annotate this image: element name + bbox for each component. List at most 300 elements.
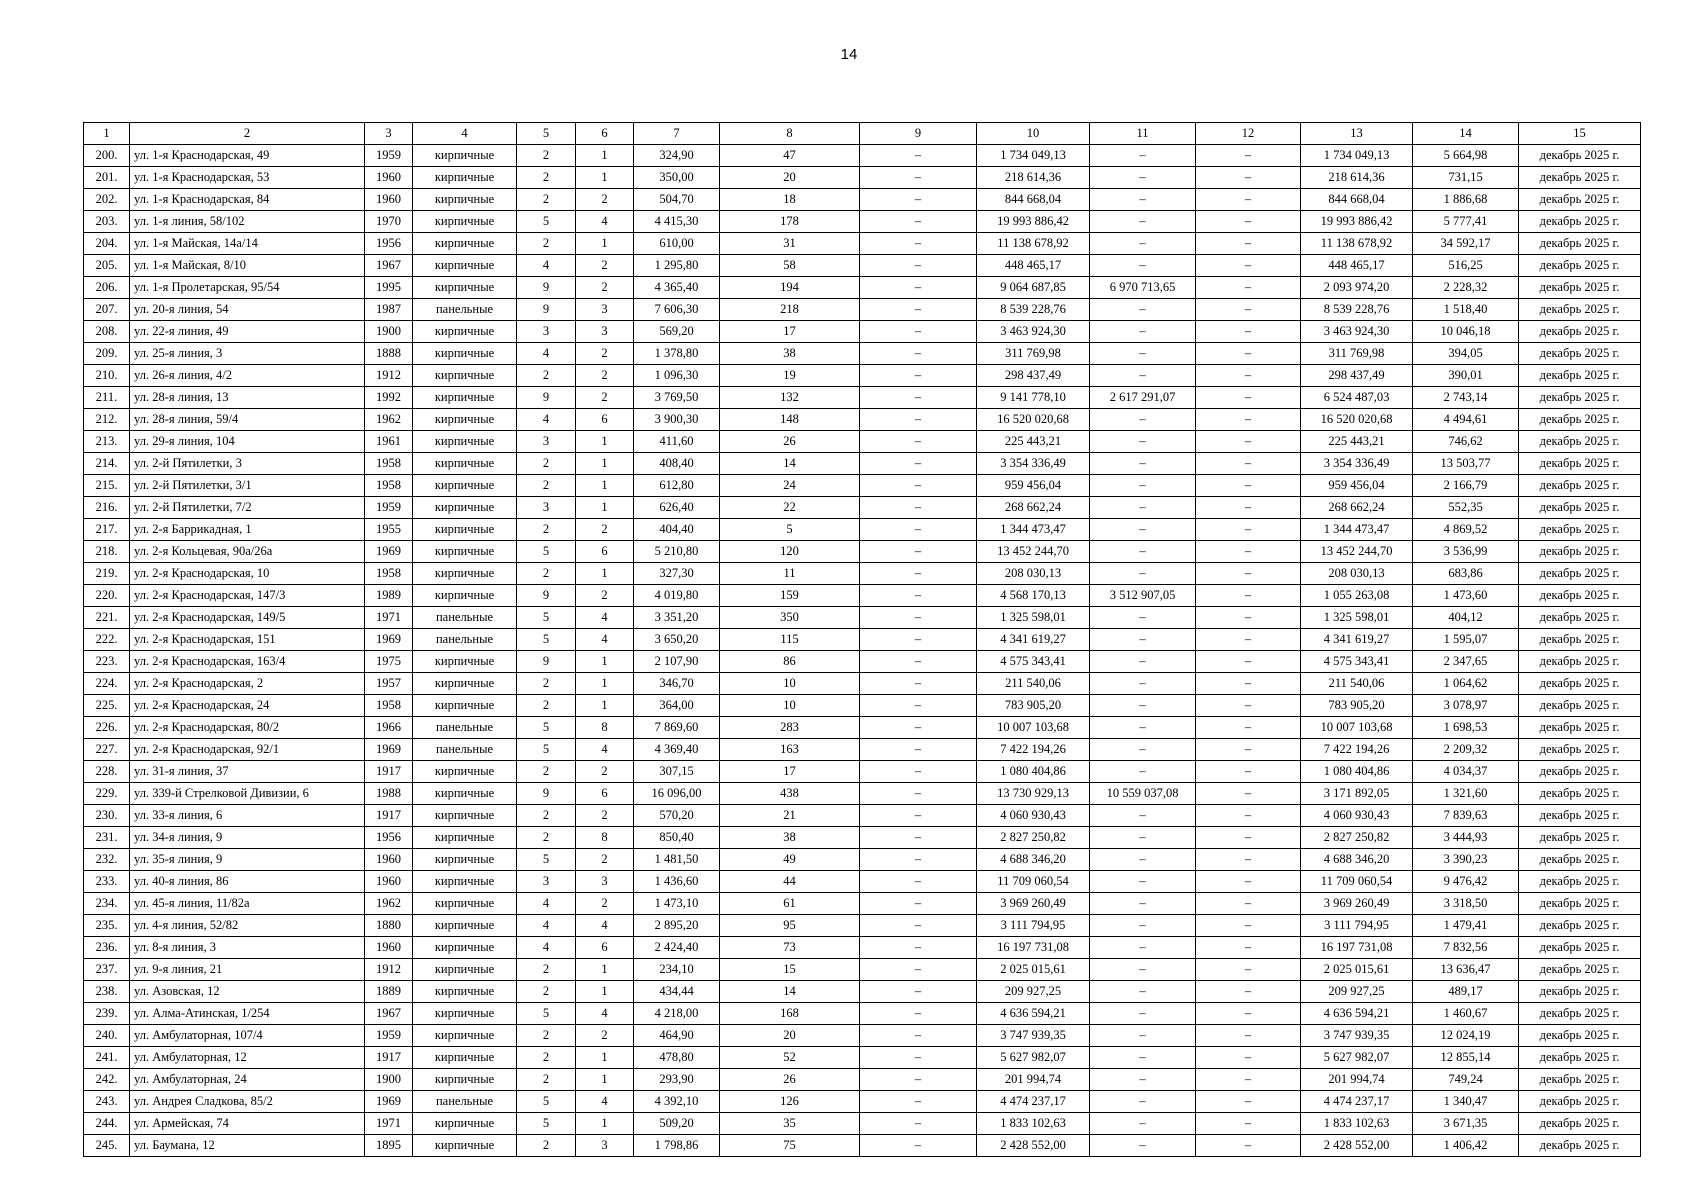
cell-year-built: 1971 bbox=[365, 607, 413, 629]
cell-wall-material: кирпичные bbox=[413, 827, 517, 849]
cell-entrances: 1 bbox=[576, 145, 634, 167]
cell-wall-material: кирпичные bbox=[413, 497, 517, 519]
cell-deadline: декабрь 2025 г. bbox=[1519, 497, 1641, 519]
cell-row-number: 201. bbox=[84, 167, 130, 189]
cell-col-13-value: 11 138 678,92 bbox=[1301, 233, 1413, 255]
cell-col-12-value: – bbox=[1196, 761, 1301, 783]
cell-col-12-value: – bbox=[1196, 563, 1301, 585]
cell-deadline: декабрь 2025 г. bbox=[1519, 783, 1641, 805]
cell-floors: 4 bbox=[517, 255, 576, 277]
cell-row-number: 203. bbox=[84, 211, 130, 233]
cell-row-number: 230. bbox=[84, 805, 130, 827]
cell-floors: 2 bbox=[517, 1135, 576, 1157]
cell-floors: 9 bbox=[517, 277, 576, 299]
table-row bbox=[84, 1025, 1641, 1047]
cell-entrances: 2 bbox=[576, 343, 634, 365]
cell-deadline: декабрь 2025 г. bbox=[1519, 585, 1641, 607]
cell-col-14-value: 1 406,42 bbox=[1413, 1135, 1519, 1157]
cell-floors: 5 bbox=[517, 1091, 576, 1113]
cell-col-9-value: – bbox=[860, 761, 977, 783]
cell-entrances: 1 bbox=[576, 651, 634, 673]
cell-col-11-value: – bbox=[1090, 475, 1196, 497]
cell-deadline: декабрь 2025 г. bbox=[1519, 695, 1641, 717]
cell-area: 307,15 bbox=[634, 761, 720, 783]
cell-area: 610,00 bbox=[634, 233, 720, 255]
cell-col-10-value: 3 969 260,49 bbox=[977, 893, 1090, 915]
cell-floors: 5 bbox=[517, 629, 576, 651]
table-row bbox=[84, 189, 1641, 211]
cell-col-9-value: – bbox=[860, 255, 977, 277]
cell-deadline: декабрь 2025 г. bbox=[1519, 145, 1641, 167]
cell-col-13-value: 13 452 244,70 bbox=[1301, 541, 1413, 563]
cell-area: 850,40 bbox=[634, 827, 720, 849]
cell-wall-material: кирпичные bbox=[413, 519, 517, 541]
cell-col-14-value: 1 886,68 bbox=[1413, 189, 1519, 211]
cell-address: ул. 2-й Пятилетки, 3 bbox=[130, 453, 365, 475]
cell-row-number: 200. bbox=[84, 145, 130, 167]
cell-col-13-value: 209 927,25 bbox=[1301, 981, 1413, 1003]
cell-year-built: 1958 bbox=[365, 695, 413, 717]
cell-entrances: 1 bbox=[576, 959, 634, 981]
cell-col-11-value: – bbox=[1090, 1135, 1196, 1157]
cell-col-10-value: 448 465,17 bbox=[977, 255, 1090, 277]
cell-col-12-value: – bbox=[1196, 915, 1301, 937]
cell-entrances: 2 bbox=[576, 761, 634, 783]
table-row bbox=[84, 827, 1641, 849]
cell-residents: 49 bbox=[720, 849, 860, 871]
cell-residents: 24 bbox=[720, 475, 860, 497]
cell-col-11-value: – bbox=[1090, 497, 1196, 519]
cell-year-built: 1889 bbox=[365, 981, 413, 1003]
cell-year-built: 1988 bbox=[365, 783, 413, 805]
cell-address: ул. 22-я линия, 49 bbox=[130, 321, 365, 343]
cell-address: ул. 1-я Краснодарская, 84 bbox=[130, 189, 365, 211]
cell-col-12-value: – bbox=[1196, 167, 1301, 189]
cell-col-13-value: 16 520 020,68 bbox=[1301, 409, 1413, 431]
cell-entrances: 6 bbox=[576, 541, 634, 563]
cell-wall-material: кирпичные bbox=[413, 959, 517, 981]
cell-col-9-value: – bbox=[860, 365, 977, 387]
table-row bbox=[84, 475, 1641, 497]
cell-entrances: 4 bbox=[576, 1091, 634, 1113]
cell-area: 7 606,30 bbox=[634, 299, 720, 321]
cell-year-built: 1960 bbox=[365, 871, 413, 893]
cell-col-13-value: 19 993 886,42 bbox=[1301, 211, 1413, 233]
cell-col-10-value: 8 539 228,76 bbox=[977, 299, 1090, 321]
cell-entrances: 8 bbox=[576, 717, 634, 739]
cell-address: ул. Амбулаторная, 24 bbox=[130, 1069, 365, 1091]
table-row bbox=[84, 607, 1641, 629]
cell-row-number: 210. bbox=[84, 365, 130, 387]
cell-col-13-value: 225 443,21 bbox=[1301, 431, 1413, 453]
cell-col-14-value: 3 671,35 bbox=[1413, 1113, 1519, 1135]
cell-row-number: 241. bbox=[84, 1047, 130, 1069]
cell-address: ул. 4-я линия, 52/82 bbox=[130, 915, 365, 937]
cell-deadline: декабрь 2025 г. bbox=[1519, 453, 1641, 475]
cell-residents: 115 bbox=[720, 629, 860, 651]
cell-entrances: 3 bbox=[576, 299, 634, 321]
cell-col-9-value: – bbox=[860, 497, 977, 519]
cell-col-14-value: 3 318,50 bbox=[1413, 893, 1519, 915]
cell-col-13-value: 7 422 194,26 bbox=[1301, 739, 1413, 761]
cell-col-11-value: – bbox=[1090, 805, 1196, 827]
cell-area: 1 096,30 bbox=[634, 365, 720, 387]
cell-col-13-value: 3 354 336,49 bbox=[1301, 453, 1413, 475]
cell-floors: 4 bbox=[517, 893, 576, 915]
cell-col-13-value: 4 341 619,27 bbox=[1301, 629, 1413, 651]
cell-col-14-value: 5 664,98 bbox=[1413, 145, 1519, 167]
cell-residents: 17 bbox=[720, 321, 860, 343]
cell-row-number: 204. bbox=[84, 233, 130, 255]
cell-year-built: 1958 bbox=[365, 563, 413, 585]
cell-deadline: декабрь 2025 г. bbox=[1519, 233, 1641, 255]
cell-area: 327,30 bbox=[634, 563, 720, 585]
cell-address: ул. 1-я Краснодарская, 49 bbox=[130, 145, 365, 167]
cell-residents: 26 bbox=[720, 431, 860, 453]
cell-wall-material: кирпичные bbox=[413, 783, 517, 805]
cell-deadline: декабрь 2025 г. bbox=[1519, 409, 1641, 431]
cell-col-9-value: – bbox=[860, 959, 977, 981]
cell-col-13-value: 1 833 102,63 bbox=[1301, 1113, 1413, 1135]
cell-col-11-value: 2 617 291,07 bbox=[1090, 387, 1196, 409]
cell-deadline: декабрь 2025 г. bbox=[1519, 387, 1641, 409]
cell-col-14-value: 4 869,52 bbox=[1413, 519, 1519, 541]
cell-col-14-value: 404,12 bbox=[1413, 607, 1519, 629]
cell-deadline: декабрь 2025 г. bbox=[1519, 607, 1641, 629]
cell-wall-material: кирпичные bbox=[413, 1047, 517, 1069]
cell-entrances: 2 bbox=[576, 277, 634, 299]
cell-col-13-value: 268 662,24 bbox=[1301, 497, 1413, 519]
cell-col-14-value: 394,05 bbox=[1413, 343, 1519, 365]
cell-col-9-value: – bbox=[860, 717, 977, 739]
cell-col-11-value: – bbox=[1090, 629, 1196, 651]
cell-col-14-value: 516,25 bbox=[1413, 255, 1519, 277]
cell-address: ул. 20-я линия, 54 bbox=[130, 299, 365, 321]
cell-area: 1 295,80 bbox=[634, 255, 720, 277]
cell-area: 2 107,90 bbox=[634, 651, 720, 673]
cell-col-10-value: 4 636 594,21 bbox=[977, 1003, 1090, 1025]
cell-floors: 5 bbox=[517, 1003, 576, 1025]
table-header-row-group bbox=[84, 123, 1641, 145]
cell-col-12-value: – bbox=[1196, 431, 1301, 453]
cell-address: ул. 2-я Кольцевая, 90а/26а bbox=[130, 541, 365, 563]
cell-entrances: 2 bbox=[576, 893, 634, 915]
cell-col-12-value: – bbox=[1196, 783, 1301, 805]
cell-col-14-value: 683,86 bbox=[1413, 563, 1519, 585]
cell-residents: 11 bbox=[720, 563, 860, 585]
cell-year-built: 1970 bbox=[365, 211, 413, 233]
cell-col-13-value: 5 627 982,07 bbox=[1301, 1047, 1413, 1069]
cell-address: ул. 2-й Пятилетки, 3/1 bbox=[130, 475, 365, 497]
cell-col-14-value: 13 503,77 bbox=[1413, 453, 1519, 475]
cell-floors: 2 bbox=[517, 1025, 576, 1047]
cell-year-built: 1969 bbox=[365, 739, 413, 761]
cell-floors: 3 bbox=[517, 431, 576, 453]
cell-address: ул. 34-я линия, 9 bbox=[130, 827, 365, 849]
cell-col-12-value: – bbox=[1196, 255, 1301, 277]
cell-col-11-value: – bbox=[1090, 871, 1196, 893]
cell-address: ул. 33-я линия, 6 bbox=[130, 805, 365, 827]
cell-wall-material: кирпичные bbox=[413, 211, 517, 233]
cell-row-number: 217. bbox=[84, 519, 130, 541]
cell-col-13-value: 1 080 404,86 bbox=[1301, 761, 1413, 783]
cell-col-13-value: 16 197 731,08 bbox=[1301, 937, 1413, 959]
cell-col-11-value: – bbox=[1090, 717, 1196, 739]
cell-col-10-value: 9 064 687,85 bbox=[977, 277, 1090, 299]
cell-col-14-value: 1 698,53 bbox=[1413, 717, 1519, 739]
cell-col-13-value: 2 827 250,82 bbox=[1301, 827, 1413, 849]
cell-col-13-value: 298 437,49 bbox=[1301, 365, 1413, 387]
cell-wall-material: кирпичные bbox=[413, 871, 517, 893]
cell-area: 1 481,50 bbox=[634, 849, 720, 871]
cell-entrances: 4 bbox=[576, 607, 634, 629]
cell-col-12-value: – bbox=[1196, 343, 1301, 365]
cell-deadline: декабрь 2025 г. bbox=[1519, 717, 1641, 739]
cell-col-10-value: 2 827 250,82 bbox=[977, 827, 1090, 849]
cell-col-13-value: 2 428 552,00 bbox=[1301, 1135, 1413, 1157]
table-row bbox=[84, 387, 1641, 409]
cell-col-11-value: – bbox=[1090, 321, 1196, 343]
cell-floors: 9 bbox=[517, 387, 576, 409]
cell-wall-material: кирпичные bbox=[413, 387, 517, 409]
cell-residents: 168 bbox=[720, 1003, 860, 1025]
cell-col-9-value: – bbox=[860, 585, 977, 607]
table-row bbox=[84, 717, 1641, 739]
cell-floors: 9 bbox=[517, 585, 576, 607]
cell-row-number: 223. bbox=[84, 651, 130, 673]
cell-entrances: 1 bbox=[576, 1069, 634, 1091]
cell-area: 350,00 bbox=[634, 167, 720, 189]
cell-col-10-value: 218 614,36 bbox=[977, 167, 1090, 189]
cell-col-10-value: 10 007 103,68 bbox=[977, 717, 1090, 739]
cell-area: 2 895,20 bbox=[634, 915, 720, 937]
cell-deadline: декабрь 2025 г. bbox=[1519, 321, 1641, 343]
cell-residents: 17 bbox=[720, 761, 860, 783]
cell-col-14-value: 2 347,65 bbox=[1413, 651, 1519, 673]
cell-deadline: декабрь 2025 г. bbox=[1519, 739, 1641, 761]
cell-entrances: 2 bbox=[576, 519, 634, 541]
cell-col-12-value: – bbox=[1196, 959, 1301, 981]
cell-area: 509,20 bbox=[634, 1113, 720, 1135]
cell-area: 408,40 bbox=[634, 453, 720, 475]
cell-wall-material: кирпичные bbox=[413, 585, 517, 607]
cell-area: 1 798,86 bbox=[634, 1135, 720, 1157]
column-header: 13 bbox=[1301, 123, 1413, 145]
cell-deadline: декабрь 2025 г. bbox=[1519, 673, 1641, 695]
cell-residents: 283 bbox=[720, 717, 860, 739]
cell-area: 464,90 bbox=[634, 1025, 720, 1047]
cell-wall-material: кирпичные bbox=[413, 453, 517, 475]
cell-col-12-value: – bbox=[1196, 629, 1301, 651]
cell-entrances: 1 bbox=[576, 563, 634, 585]
cell-area: 478,80 bbox=[634, 1047, 720, 1069]
cell-deadline: декабрь 2025 г. bbox=[1519, 981, 1641, 1003]
cell-year-built: 1956 bbox=[365, 233, 413, 255]
cell-col-13-value: 208 030,13 bbox=[1301, 563, 1413, 585]
cell-row-number: 220. bbox=[84, 585, 130, 607]
cell-wall-material: кирпичные bbox=[413, 1135, 517, 1157]
cell-address: ул. Амбулаторная, 12 bbox=[130, 1047, 365, 1069]
cell-floors: 2 bbox=[517, 365, 576, 387]
cell-col-14-value: 12 024,19 bbox=[1413, 1025, 1519, 1047]
cell-entrances: 1 bbox=[576, 981, 634, 1003]
cell-col-13-value: 448 465,17 bbox=[1301, 255, 1413, 277]
cell-area: 293,90 bbox=[634, 1069, 720, 1091]
cell-deadline: декабрь 2025 г. bbox=[1519, 541, 1641, 563]
cell-col-12-value: – bbox=[1196, 519, 1301, 541]
cell-col-11-value: – bbox=[1090, 519, 1196, 541]
cell-col-12-value: – bbox=[1196, 739, 1301, 761]
cell-col-12-value: – bbox=[1196, 233, 1301, 255]
cell-col-11-value: – bbox=[1090, 409, 1196, 431]
table-row bbox=[84, 145, 1641, 167]
cell-col-10-value: 3 747 939,35 bbox=[977, 1025, 1090, 1047]
cell-entrances: 6 bbox=[576, 783, 634, 805]
table-row bbox=[84, 431, 1641, 453]
cell-col-9-value: – bbox=[860, 475, 977, 497]
cell-deadline: декабрь 2025 г. bbox=[1519, 937, 1641, 959]
cell-residents: 15 bbox=[720, 959, 860, 981]
cell-col-14-value: 489,17 bbox=[1413, 981, 1519, 1003]
cell-wall-material: панельные bbox=[413, 607, 517, 629]
cell-col-10-value: 209 927,25 bbox=[977, 981, 1090, 1003]
cell-deadline: декабрь 2025 г. bbox=[1519, 1135, 1641, 1157]
cell-deadline: декабрь 2025 г. bbox=[1519, 651, 1641, 673]
cell-col-9-value: – bbox=[860, 343, 977, 365]
cell-col-10-value: 13 730 929,13 bbox=[977, 783, 1090, 805]
cell-deadline: декабрь 2025 г. bbox=[1519, 255, 1641, 277]
cell-floors: 5 bbox=[517, 541, 576, 563]
cell-entrances: 2 bbox=[576, 189, 634, 211]
cell-floors: 2 bbox=[517, 761, 576, 783]
cell-deadline: декабрь 2025 г. bbox=[1519, 343, 1641, 365]
cell-col-9-value: – bbox=[860, 695, 977, 717]
cell-area: 4 369,40 bbox=[634, 739, 720, 761]
table-row bbox=[84, 871, 1641, 893]
cell-col-14-value: 749,24 bbox=[1413, 1069, 1519, 1091]
table-row bbox=[84, 365, 1641, 387]
cell-col-10-value: 1 833 102,63 bbox=[977, 1113, 1090, 1135]
cell-area: 434,44 bbox=[634, 981, 720, 1003]
cell-floors: 4 bbox=[517, 409, 576, 431]
cell-year-built: 1956 bbox=[365, 827, 413, 849]
cell-residents: 47 bbox=[720, 145, 860, 167]
cell-wall-material: панельные bbox=[413, 739, 517, 761]
cell-col-13-value: 4 060 930,43 bbox=[1301, 805, 1413, 827]
cell-col-12-value: – bbox=[1196, 387, 1301, 409]
cell-col-14-value: 1 321,60 bbox=[1413, 783, 1519, 805]
cell-row-number: 226. bbox=[84, 717, 130, 739]
cell-residents: 20 bbox=[720, 167, 860, 189]
cell-col-12-value: – bbox=[1196, 475, 1301, 497]
table-row bbox=[84, 497, 1641, 519]
cell-entrances: 2 bbox=[576, 255, 634, 277]
cell-col-11-value: – bbox=[1090, 211, 1196, 233]
cell-col-11-value: – bbox=[1090, 563, 1196, 585]
cell-row-number: 224. bbox=[84, 673, 130, 695]
table-row bbox=[84, 629, 1641, 651]
cell-col-9-value: – bbox=[860, 387, 977, 409]
cell-col-9-value: – bbox=[860, 1091, 977, 1113]
cell-col-14-value: 13 636,47 bbox=[1413, 959, 1519, 981]
cell-col-9-value: – bbox=[860, 915, 977, 937]
cell-wall-material: кирпичные bbox=[413, 1113, 517, 1135]
cell-col-12-value: – bbox=[1196, 1135, 1301, 1157]
cell-row-number: 205. bbox=[84, 255, 130, 277]
cell-col-10-value: 1 325 598,01 bbox=[977, 607, 1090, 629]
table-row bbox=[84, 959, 1641, 981]
cell-col-10-value: 201 994,74 bbox=[977, 1069, 1090, 1091]
column-header: 12 bbox=[1196, 123, 1301, 145]
cell-residents: 132 bbox=[720, 387, 860, 409]
cell-floors: 2 bbox=[517, 189, 576, 211]
table-body bbox=[84, 145, 1641, 1157]
cell-col-11-value: – bbox=[1090, 607, 1196, 629]
cell-wall-material: кирпичные bbox=[413, 189, 517, 211]
cell-row-number: 219. bbox=[84, 563, 130, 585]
cell-wall-material: кирпичные bbox=[413, 475, 517, 497]
cell-wall-material: кирпичные bbox=[413, 915, 517, 937]
cell-col-13-value: 783 905,20 bbox=[1301, 695, 1413, 717]
cell-col-10-value: 3 463 924,30 bbox=[977, 321, 1090, 343]
table-row bbox=[84, 343, 1641, 365]
cell-entrances: 2 bbox=[576, 365, 634, 387]
cell-col-13-value: 3 969 260,49 bbox=[1301, 893, 1413, 915]
cell-col-12-value: – bbox=[1196, 453, 1301, 475]
column-header: 1 bbox=[84, 123, 130, 145]
cell-col-10-value: 11 138 678,92 bbox=[977, 233, 1090, 255]
cell-col-12-value: – bbox=[1196, 849, 1301, 871]
cell-floors: 2 bbox=[517, 453, 576, 475]
cell-residents: 10 bbox=[720, 695, 860, 717]
cell-col-12-value: – bbox=[1196, 321, 1301, 343]
cell-year-built: 1975 bbox=[365, 651, 413, 673]
cell-area: 504,70 bbox=[634, 189, 720, 211]
cell-address: ул. 1-я Майская, 14а/14 bbox=[130, 233, 365, 255]
cell-wall-material: кирпичные bbox=[413, 695, 517, 717]
cell-address: ул. Амбулаторная, 107/4 bbox=[130, 1025, 365, 1047]
cell-floors: 5 bbox=[517, 607, 576, 629]
cell-year-built: 1995 bbox=[365, 277, 413, 299]
cell-col-10-value: 2 025 015,61 bbox=[977, 959, 1090, 981]
cell-year-built: 1895 bbox=[365, 1135, 413, 1157]
cell-entrances: 1 bbox=[576, 233, 634, 255]
cell-address: ул. Алма-Атинская, 1/254 bbox=[130, 1003, 365, 1025]
cell-row-number: 225. bbox=[84, 695, 130, 717]
column-header: 11 bbox=[1090, 123, 1196, 145]
cell-col-11-value: 6 970 713,65 bbox=[1090, 277, 1196, 299]
cell-entrances: 6 bbox=[576, 409, 634, 431]
cell-col-11-value: – bbox=[1090, 233, 1196, 255]
cell-col-14-value: 34 592,17 bbox=[1413, 233, 1519, 255]
cell-residents: 178 bbox=[720, 211, 860, 233]
cell-area: 3 900,30 bbox=[634, 409, 720, 431]
table-row bbox=[84, 211, 1641, 233]
cell-col-10-value: 959 456,04 bbox=[977, 475, 1090, 497]
cell-col-9-value: – bbox=[860, 145, 977, 167]
cell-row-number: 216. bbox=[84, 497, 130, 519]
cell-year-built: 1912 bbox=[365, 365, 413, 387]
cell-residents: 21 bbox=[720, 805, 860, 827]
cell-deadline: декабрь 2025 г. bbox=[1519, 189, 1641, 211]
cell-col-14-value: 9 476,42 bbox=[1413, 871, 1519, 893]
cell-col-9-value: – bbox=[860, 827, 977, 849]
cell-col-9-value: – bbox=[860, 805, 977, 827]
table-row bbox=[84, 255, 1641, 277]
column-header: 15 bbox=[1519, 123, 1641, 145]
cell-floors: 2 bbox=[517, 1069, 576, 1091]
cell-col-11-value: – bbox=[1090, 255, 1196, 277]
